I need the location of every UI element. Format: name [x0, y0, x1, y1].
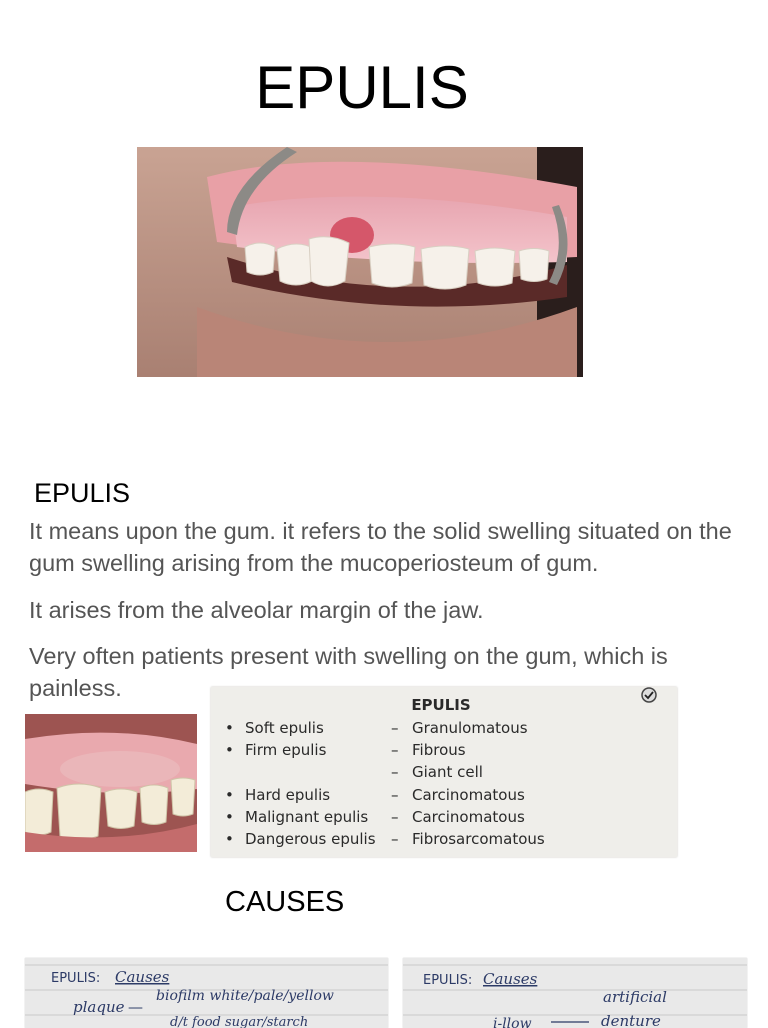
row-dash: – [391, 763, 399, 781]
note-left-line1a: plaque [73, 998, 125, 1016]
row-dash: – [391, 786, 399, 804]
epulis-classification-table [211, 687, 677, 857]
hero-photo-gum-epulis [137, 147, 583, 377]
note-right-header-word: Causes [483, 970, 538, 988]
note-left-line2: d/t food sugar/starch [170, 1015, 309, 1028]
row-bullet: • [225, 741, 234, 759]
table-row [211, 719, 677, 741]
note-right-line2b: denture [601, 1012, 661, 1028]
row-dash: – [391, 830, 399, 848]
epulis-type: Firm epulis [245, 741, 327, 759]
page-title: EPULIS [255, 54, 469, 121]
row-bullet: • [225, 830, 234, 848]
row-bullet: • [225, 808, 234, 826]
epulis-pathology: Granulomatous [412, 719, 528, 737]
table-row [211, 808, 677, 830]
causes-heading: CAUSES [225, 886, 345, 918]
gum-closeup-illustration [25, 714, 197, 852]
section-heading: EPULIS [34, 478, 131, 508]
mouth-illustration [137, 147, 583, 377]
table-row [211, 786, 677, 808]
note-right-line1: artificial [603, 988, 667, 1006]
epulis-pathology: Giant cell [412, 763, 483, 781]
table-row [211, 741, 677, 763]
note-left-header-word: Causes [115, 968, 170, 986]
note-right-line2a: i-llow [493, 1016, 532, 1028]
row-dash: – [391, 741, 399, 759]
handwritten-note-right [403, 958, 747, 1028]
gum-closeup-photo [25, 714, 197, 852]
epulis-pathology: Fibrous [412, 741, 466, 759]
note-left-line1b: — [128, 998, 143, 1016]
definition-paragraph: It means upon the gum. it refers to the solid swelling situated on the gum swelling arising from the mucoperiosteum of gum. [29, 518, 732, 576]
epulis-type: Dangerous epulis [245, 830, 376, 848]
note-left-header: EPULIS: [51, 971, 101, 986]
note-right-header: EPULIS: [423, 973, 473, 988]
handwritten-note-left [25, 958, 388, 1028]
table-row [211, 763, 677, 785]
table-title: EPULIS [411, 696, 471, 714]
row-bullet: • [225, 719, 234, 737]
corner-logo-icon [638, 687, 660, 705]
epulis-pathology: Fibrosarcomatous [412, 830, 545, 848]
epulis-type: Malignant epulis [245, 808, 369, 826]
presentation-paragraph: Very often patients present with swelling on the gum, which is painless. [29, 643, 668, 701]
epulis-type: Hard epulis [245, 786, 331, 804]
epulis-pathology: Carcinomatous [412, 786, 525, 804]
epulis-pathology: Carcinomatous [412, 808, 525, 826]
handwritten-note-right-drawing [403, 958, 747, 1028]
origin-paragraph: It arises from the alveolar margin of the jaw. [29, 597, 484, 623]
note-left-line1c: biofilm white/pale/yellow [156, 988, 334, 1004]
handwritten-note-left-drawing [25, 958, 388, 1028]
row-dash: – [391, 719, 399, 737]
table-row [211, 830, 677, 852]
row-bullet: • [225, 786, 234, 804]
row-dash: – [391, 808, 399, 826]
epulis-type: Soft epulis [245, 719, 324, 737]
